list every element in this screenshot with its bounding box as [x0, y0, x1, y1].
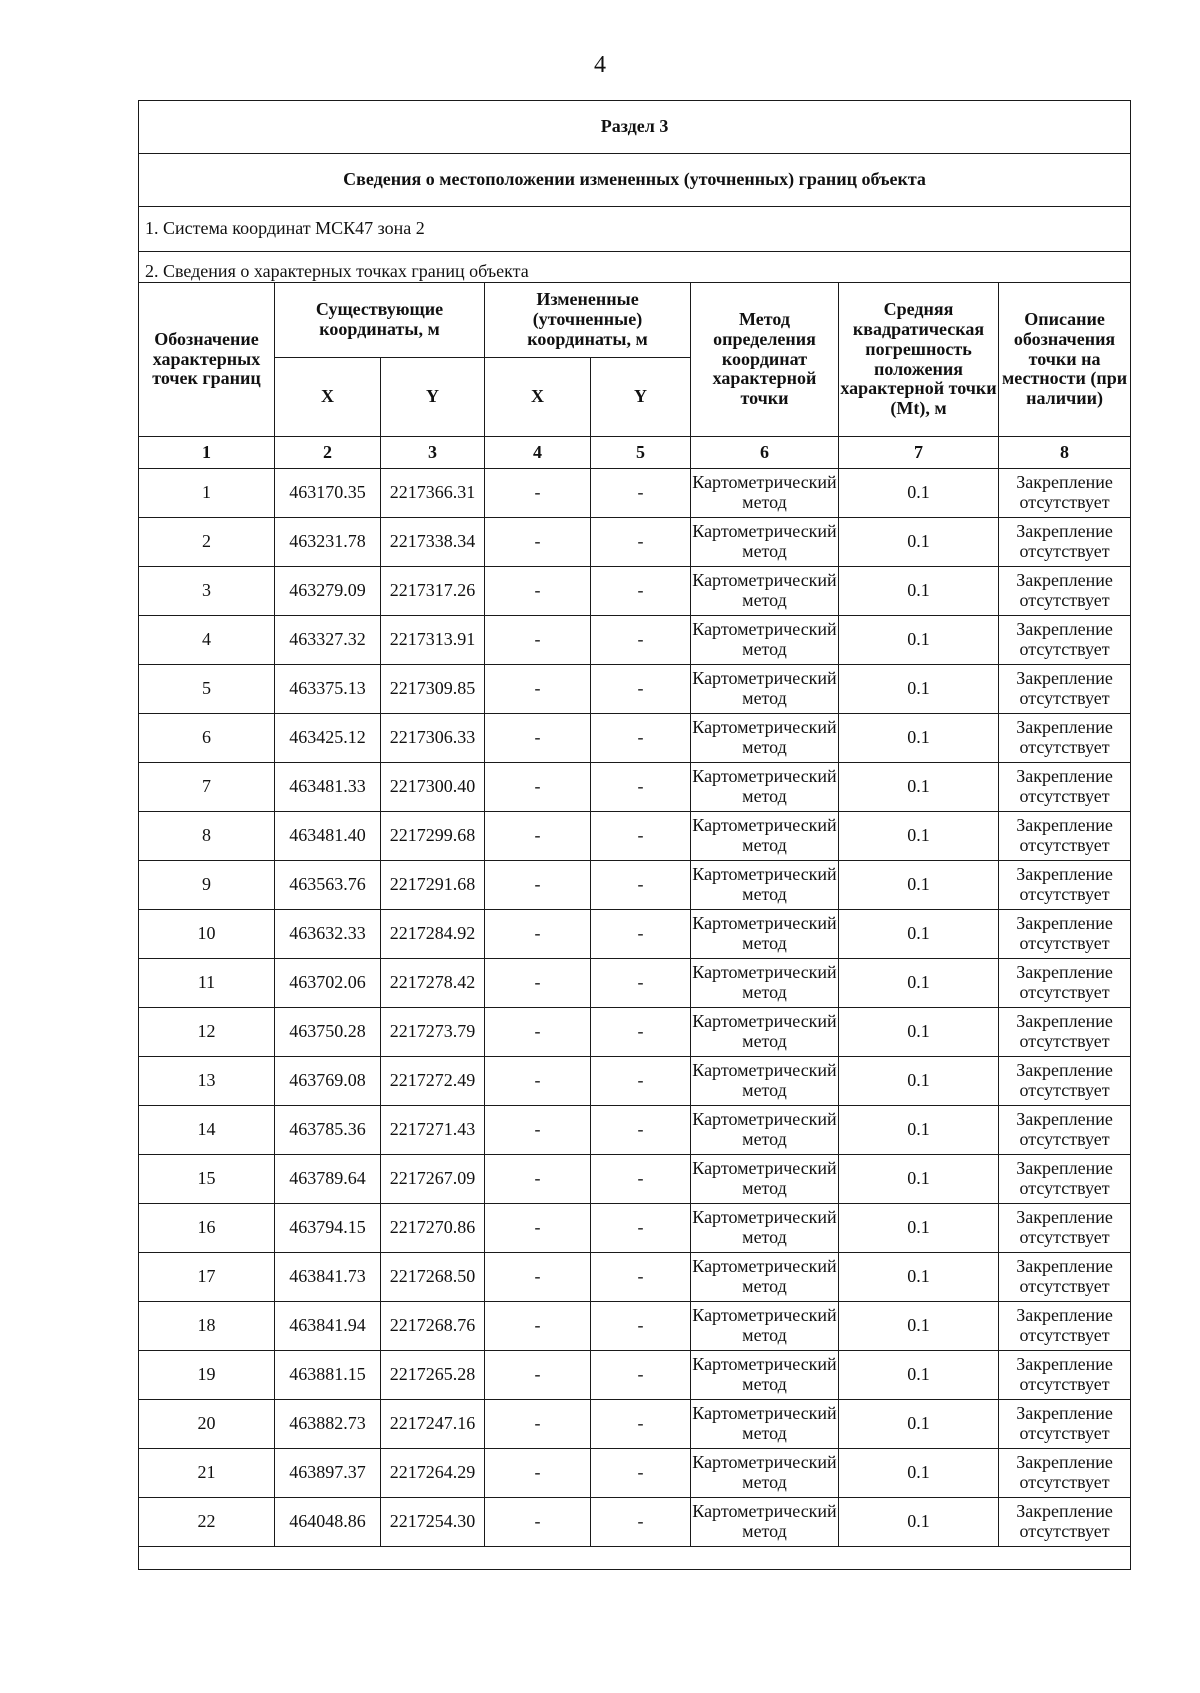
existing-y: 2217264.29 — [381, 1449, 485, 1498]
changed-y: - — [591, 665, 691, 714]
method: Картометрический метод — [691, 469, 839, 518]
point-number: 7 — [139, 763, 275, 812]
changed-y: - — [591, 1204, 691, 1253]
changed-x: - — [485, 1400, 591, 1449]
column-number: 2 — [275, 437, 381, 469]
changed-y: - — [591, 714, 691, 763]
existing-x: 463632.33 — [275, 910, 381, 959]
mean-square-error: 0.1 — [839, 616, 999, 665]
table-row — [139, 1449, 1131, 1498]
method: Картометрический метод — [691, 616, 839, 665]
point-number: 6 — [139, 714, 275, 763]
mean-square-error: 0.1 — [839, 1204, 999, 1253]
point-number: 12 — [139, 1008, 275, 1057]
method: Картометрический метод — [691, 1351, 839, 1400]
section-title: Раздел 3 — [139, 101, 1131, 154]
point-description: Закрепление отсутствует — [999, 910, 1131, 959]
existing-y: 2217270.86 — [381, 1204, 485, 1253]
point-number: 13 — [139, 1057, 275, 1106]
table-row — [139, 714, 1131, 763]
existing-x: 463170.35 — [275, 469, 381, 518]
mean-square-error: 0.1 — [839, 714, 999, 763]
point-number: 8 — [139, 812, 275, 861]
existing-x: 463481.40 — [275, 812, 381, 861]
method: Картометрический метод — [691, 1253, 839, 1302]
existing-x: 463425.12 — [275, 714, 381, 763]
existing-x: 463750.28 — [275, 1008, 381, 1057]
column-number: 8 — [999, 437, 1131, 469]
existing-x: 463769.08 — [275, 1057, 381, 1106]
existing-y: 2217291.68 — [381, 861, 485, 910]
point-description: Закрепление отсутствует — [999, 469, 1131, 518]
changed-x: - — [485, 1449, 591, 1498]
existing-y: 2217247.16 — [381, 1400, 485, 1449]
changed-y: - — [591, 1498, 691, 1547]
method: Картометрический метод — [691, 1302, 839, 1351]
point-number: 4 — [139, 616, 275, 665]
changed-y: - — [591, 861, 691, 910]
point-number: 17 — [139, 1253, 275, 1302]
existing-y: 2217306.33 — [381, 714, 485, 763]
existing-y: 2217309.85 — [381, 665, 485, 714]
point-number: 2 — [139, 518, 275, 567]
changed-x: - — [485, 1302, 591, 1351]
column-number: 6 — [691, 437, 839, 469]
point-description: Закрепление отсутствует — [999, 616, 1131, 665]
method: Картометрический метод — [691, 861, 839, 910]
changed-x: - — [485, 1057, 591, 1106]
existing-y: 2217268.76 — [381, 1302, 485, 1351]
existing-y: 2217268.50 — [381, 1253, 485, 1302]
empty-footer-row — [139, 1547, 1131, 1570]
existing-x: 463481.33 — [275, 763, 381, 812]
changed-y: - — [591, 1351, 691, 1400]
point-description: Закрепление отсутствует — [999, 1253, 1131, 1302]
point-description: Закрепление отсутствует — [999, 1302, 1131, 1351]
changed-x: - — [485, 1351, 591, 1400]
existing-y: 2217299.68 — [381, 812, 485, 861]
point-description: Закрепление отсутствует — [999, 1351, 1131, 1400]
column-number: 4 — [485, 437, 591, 469]
point-description: Закрепление отсутствует — [999, 1498, 1131, 1547]
existing-x: 463279.09 — [275, 567, 381, 616]
existing-y: 2217272.49 — [381, 1057, 485, 1106]
existing-y: 2217278.42 — [381, 959, 485, 1008]
method: Картометрический метод — [691, 1008, 839, 1057]
header-error: Средняя квадратическая погрешность положения характерной точки (Mt), м — [839, 283, 999, 437]
table-row — [139, 1106, 1131, 1155]
existing-x: 463841.73 — [275, 1253, 381, 1302]
point-number: 22 — [139, 1498, 275, 1547]
point-description: Закрепление отсутствует — [999, 1057, 1131, 1106]
mean-square-error: 0.1 — [839, 1008, 999, 1057]
table-row — [139, 1498, 1131, 1547]
existing-x: 464048.86 — [275, 1498, 381, 1547]
mean-square-error: 0.1 — [839, 1400, 999, 1449]
table-row — [139, 469, 1131, 518]
table-row — [139, 910, 1131, 959]
point-description: Закрепление отсутствует — [999, 812, 1131, 861]
table-row — [139, 1204, 1131, 1253]
point-description: Закрепление отсутствует — [999, 714, 1131, 763]
point-number: 16 — [139, 1204, 275, 1253]
point-description: Закрепление отсутствует — [999, 1008, 1131, 1057]
point-description: Закрепление отсутствует — [999, 1449, 1131, 1498]
existing-x: 463375.13 — [275, 665, 381, 714]
changed-y: - — [591, 959, 691, 1008]
mean-square-error: 0.1 — [839, 1302, 999, 1351]
point-number: 11 — [139, 959, 275, 1008]
changed-y: - — [591, 469, 691, 518]
column-number: 5 — [591, 437, 691, 469]
mean-square-error: 0.1 — [839, 1155, 999, 1204]
method: Картометрический метод — [691, 1204, 839, 1253]
changed-y: - — [591, 567, 691, 616]
method: Картометрический метод — [691, 1400, 839, 1449]
changed-y: - — [591, 812, 691, 861]
existing-x: 463897.37 — [275, 1449, 381, 1498]
header-designation: Обозначение характерных точек границ — [139, 283, 275, 437]
changed-x: - — [485, 910, 591, 959]
existing-y: 2217273.79 — [381, 1008, 485, 1057]
changed-x: - — [485, 469, 591, 518]
mean-square-error: 0.1 — [839, 1449, 999, 1498]
existing-x: 463882.73 — [275, 1400, 381, 1449]
header-existing-x: X — [275, 358, 381, 437]
column-number: 1 — [139, 437, 275, 469]
changed-x: - — [485, 1155, 591, 1204]
mean-square-error: 0.1 — [839, 763, 999, 812]
point-number: 20 — [139, 1400, 275, 1449]
method: Картометрический метод — [691, 1155, 839, 1204]
point-number: 3 — [139, 567, 275, 616]
changed-y: - — [591, 1155, 691, 1204]
point-number: 15 — [139, 1155, 275, 1204]
method: Картометрический метод — [691, 714, 839, 763]
page-number: 4 — [594, 52, 606, 78]
point-number: 19 — [139, 1351, 275, 1400]
changed-x: - — [485, 812, 591, 861]
existing-x: 463327.32 — [275, 616, 381, 665]
point-description: Закрепление отсутствует — [999, 1204, 1131, 1253]
point-number: 9 — [139, 861, 275, 910]
point-description: Закрепление отсутствует — [999, 1400, 1131, 1449]
existing-x: 463231.78 — [275, 518, 381, 567]
changed-y: - — [591, 1106, 691, 1155]
method: Картометрический метод — [691, 812, 839, 861]
point-description: Закрепление отсутствует — [999, 959, 1131, 1008]
point-description: Закрепление отсутствует — [999, 763, 1131, 812]
column-number: 3 — [381, 437, 485, 469]
changed-x: - — [485, 1498, 591, 1547]
point-description: Закрепление отсутствует — [999, 1155, 1131, 1204]
existing-x: 463785.36 — [275, 1106, 381, 1155]
existing-x: 463789.64 — [275, 1155, 381, 1204]
header-existing-coordinates: Существующие координаты, м — [275, 283, 485, 358]
existing-y: 2217313.91 — [381, 616, 485, 665]
method: Картометрический метод — [691, 1106, 839, 1155]
header-changed-y: Y — [591, 358, 691, 437]
mean-square-error: 0.1 — [839, 665, 999, 714]
changed-y: - — [591, 518, 691, 567]
table-row — [139, 1302, 1131, 1351]
table-row — [139, 665, 1131, 714]
header-existing-y: Y — [381, 358, 485, 437]
existing-x: 463563.76 — [275, 861, 381, 910]
method: Картометрический метод — [691, 665, 839, 714]
table-row — [139, 616, 1131, 665]
existing-x: 463881.15 — [275, 1351, 381, 1400]
existing-y: 2217366.31 — [381, 469, 485, 518]
coordinate-system: 1. Система координат МСК47 зона 2 — [139, 207, 1131, 252]
point-number: 1 — [139, 469, 275, 518]
point-number: 14 — [139, 1106, 275, 1155]
table-row — [139, 1155, 1131, 1204]
method: Картометрический метод — [691, 959, 839, 1008]
mean-square-error: 0.1 — [839, 861, 999, 910]
changed-y: - — [591, 1449, 691, 1498]
header-method: Метод определения координат характерной точки — [691, 283, 839, 437]
changed-y: - — [591, 1253, 691, 1302]
mean-square-error: 0.1 — [839, 910, 999, 959]
column-number: 7 — [839, 437, 999, 469]
changed-x: - — [485, 714, 591, 763]
existing-y: 2217265.28 — [381, 1351, 485, 1400]
method: Картометрический метод — [691, 567, 839, 616]
point-number: 18 — [139, 1302, 275, 1351]
changed-y: - — [591, 910, 691, 959]
changed-x: - — [485, 1008, 591, 1057]
table-row — [139, 1057, 1131, 1106]
column-numbers-row — [139, 437, 1131, 469]
existing-y: 2217267.09 — [381, 1155, 485, 1204]
point-description: Закрепление отсутствует — [999, 861, 1131, 910]
changed-y: - — [591, 1400, 691, 1449]
points-caption: 2. Сведения о характерных точках границ объекта — [139, 252, 1131, 283]
changed-x: - — [485, 1106, 591, 1155]
changed-x: - — [485, 763, 591, 812]
mean-square-error: 0.1 — [839, 959, 999, 1008]
method: Картометрический метод — [691, 518, 839, 567]
existing-y: 2217300.40 — [381, 763, 485, 812]
existing-x: 463794.15 — [275, 1204, 381, 1253]
changed-y: - — [591, 616, 691, 665]
header-changed-coordinates: Измененные (уточненные) координаты, м — [485, 283, 691, 358]
changed-x: - — [485, 959, 591, 1008]
mean-square-error: 0.1 — [839, 1106, 999, 1155]
method: Картометрический метод — [691, 763, 839, 812]
existing-x: 463702.06 — [275, 959, 381, 1008]
mean-square-error: 0.1 — [839, 1057, 999, 1106]
changed-x: - — [485, 518, 591, 567]
changed-x: - — [485, 616, 591, 665]
point-number: 5 — [139, 665, 275, 714]
changed-y: - — [591, 1057, 691, 1106]
method: Картометрический метод — [691, 910, 839, 959]
changed-x: - — [485, 1253, 591, 1302]
changed-y: - — [591, 1302, 691, 1351]
mean-square-error: 0.1 — [839, 1253, 999, 1302]
changed-y: - — [591, 763, 691, 812]
point-number: 21 — [139, 1449, 275, 1498]
table-row — [139, 1351, 1131, 1400]
table-row — [139, 1400, 1131, 1449]
table-row — [139, 763, 1131, 812]
table-row — [139, 812, 1131, 861]
table-row — [139, 861, 1131, 910]
main-title: Сведения о местоположении измененных (уточненных) границ объекта — [139, 154, 1131, 207]
method: Картометрический метод — [691, 1498, 839, 1547]
mean-square-error: 0.1 — [839, 1351, 999, 1400]
changed-x: - — [485, 665, 591, 714]
table-row — [139, 567, 1131, 616]
existing-y: 2217271.43 — [381, 1106, 485, 1155]
table-row — [139, 518, 1131, 567]
table-row — [139, 1008, 1131, 1057]
changed-x: - — [485, 1204, 591, 1253]
point-description: Закрепление отсутствует — [999, 1106, 1131, 1155]
mean-square-error: 0.1 — [839, 518, 999, 567]
mean-square-error: 0.1 — [839, 469, 999, 518]
existing-y: 2217284.92 — [381, 910, 485, 959]
mean-square-error: 0.1 — [839, 567, 999, 616]
header-changed-x: X — [485, 358, 591, 437]
existing-y: 2217254.30 — [381, 1498, 485, 1547]
changed-x: - — [485, 861, 591, 910]
table-row — [139, 1253, 1131, 1302]
empty-cell — [139, 1547, 1131, 1570]
point-description: Закрепление отсутствует — [999, 665, 1131, 714]
point-description: Закрепление отсутствует — [999, 567, 1131, 616]
mean-square-error: 0.1 — [839, 812, 999, 861]
changed-x: - — [485, 567, 591, 616]
method: Картометрический метод — [691, 1057, 839, 1106]
method: Картометрический метод — [691, 1449, 839, 1498]
existing-y: 2217317.26 — [381, 567, 485, 616]
point-description: Закрепление отсутствует — [999, 518, 1131, 567]
existing-y: 2217338.34 — [381, 518, 485, 567]
point-number: 10 — [139, 910, 275, 959]
changed-y: - — [591, 1008, 691, 1057]
mean-square-error: 0.1 — [839, 1498, 999, 1547]
table-row — [139, 959, 1131, 1008]
boundary-points-table — [138, 100, 1131, 1570]
existing-x: 463841.94 — [275, 1302, 381, 1351]
header-description: Описание обозначения точки на местности (при наличии) — [999, 283, 1131, 437]
